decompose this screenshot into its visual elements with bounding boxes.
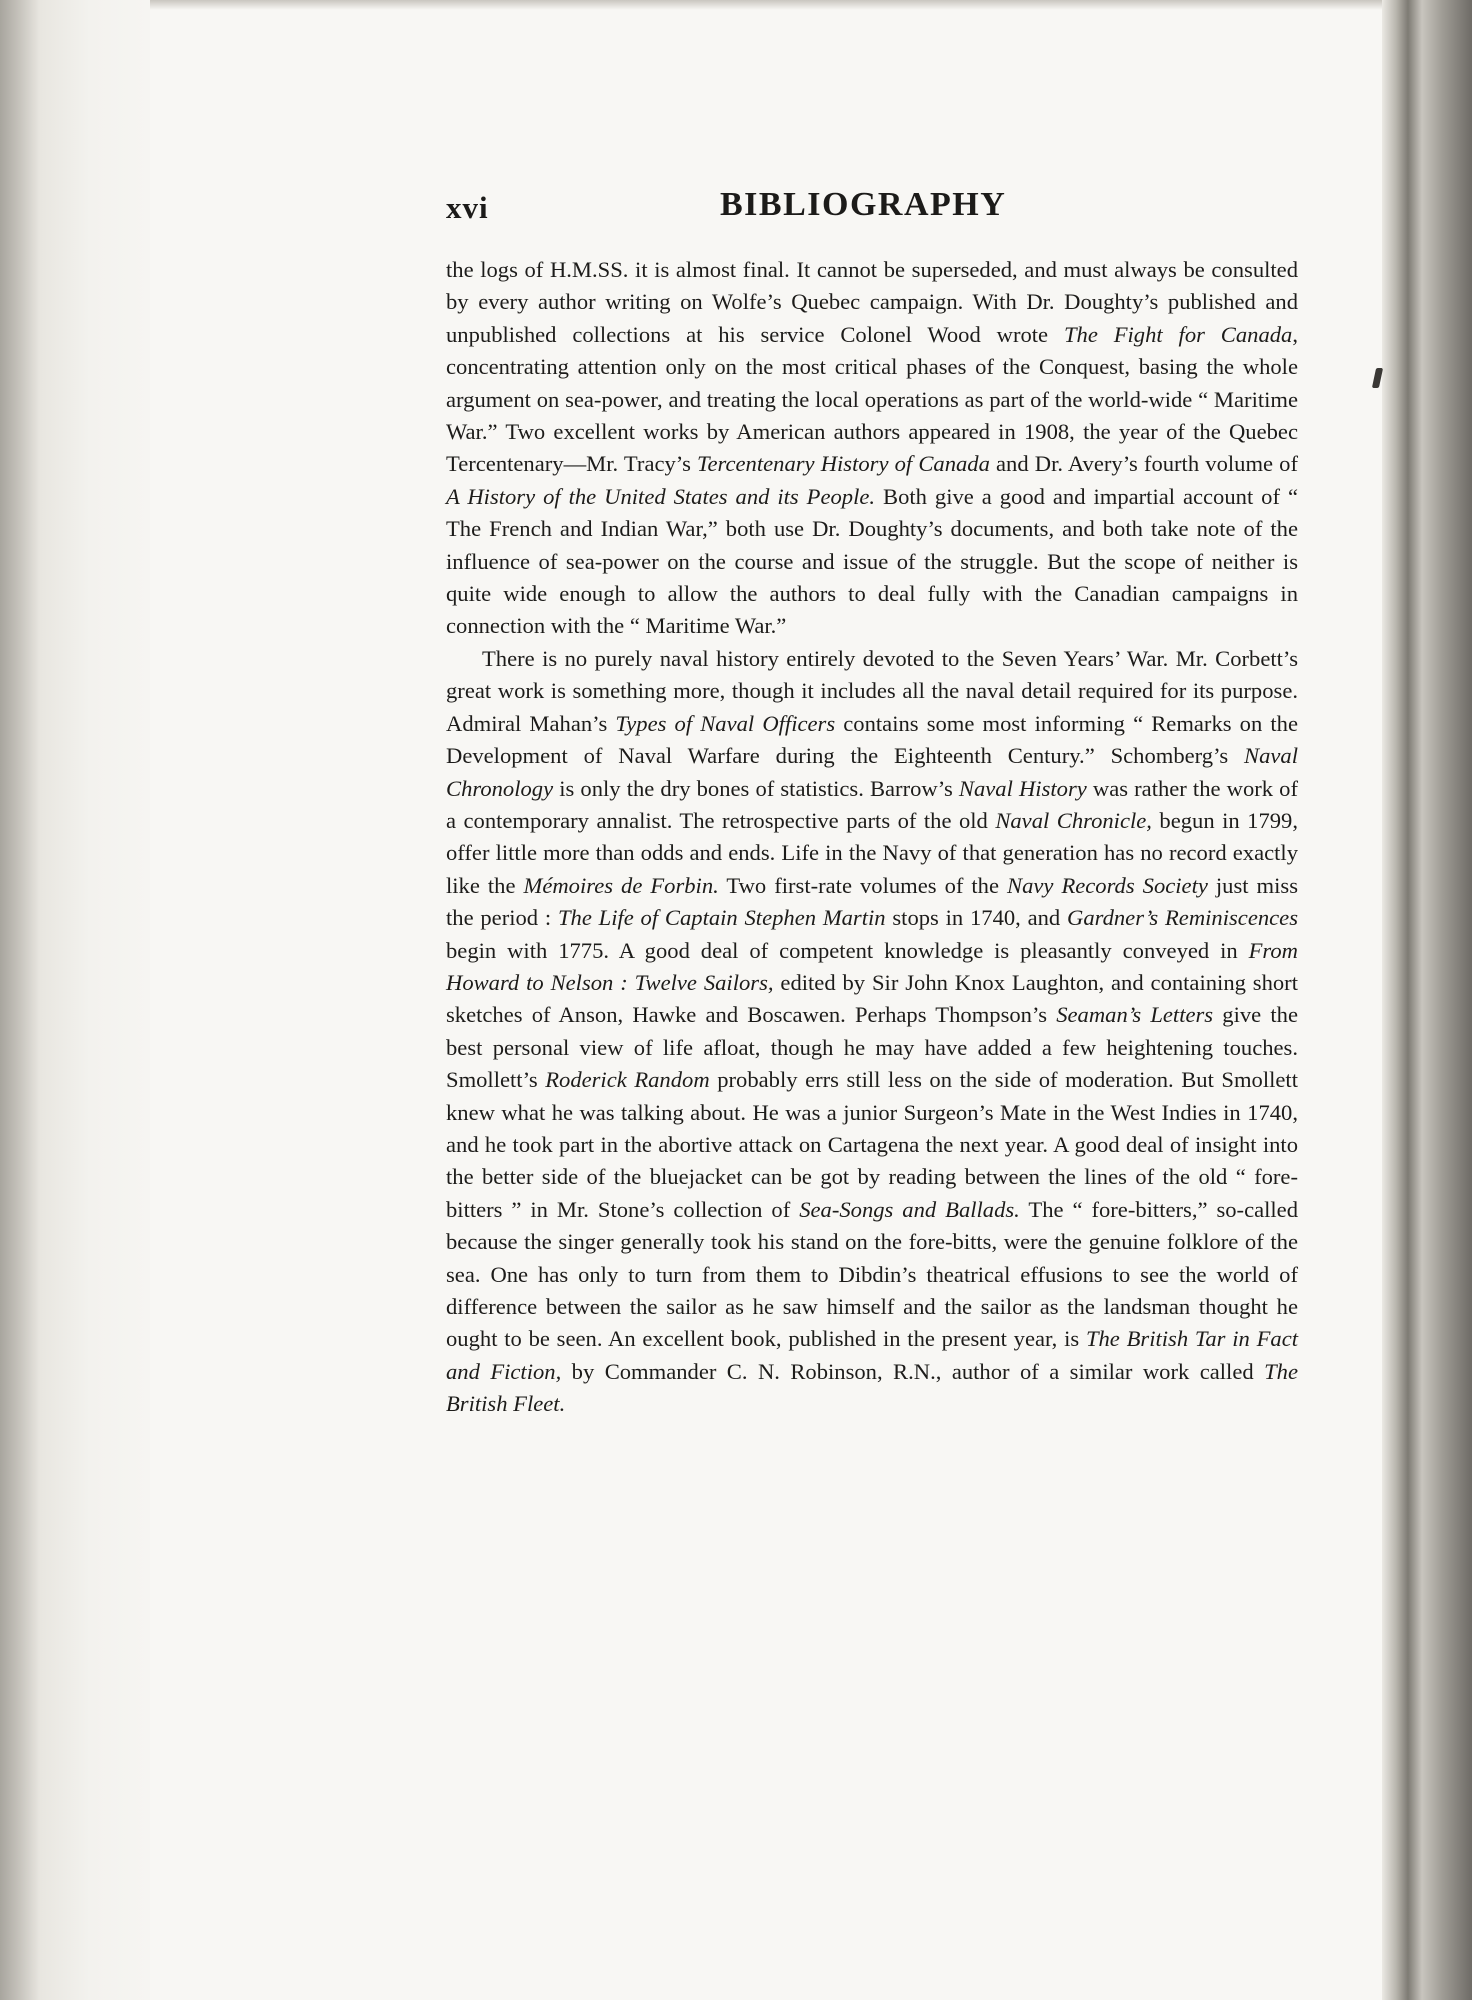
text-run: begin with 1775. A good deal of competent knowledge is pleasantly conveyed in <box>446 937 1249 963</box>
text-run: give the best personal view of life afloat, though he may have added a few heightening touches. Smollett’s <box>446 1002 1298 1093</box>
italic-title: Naval Chronicle, <box>995 807 1152 833</box>
scan-right-edge <box>1382 0 1472 2000</box>
running-title: BIBLIOGRAPHY <box>720 186 1007 223</box>
body-text <box>446 254 1298 1421</box>
text-run: was rather the work of a contemporary annalist. The retrospective parts of the old <box>446 775 1299 833</box>
text-run: edited by Sir John Knox Laughton, and containing short sketches of Anson, Hawke and Boscawen. Perhaps Thompson’s <box>446 969 1298 1028</box>
italic-title: The Fight for Canada <box>1063 321 1293 347</box>
italic-title: A History of the United States and its People. <box>446 483 876 509</box>
italic-title: Sea-Songs and Ballads. <box>799 1196 1020 1222</box>
italic-title: Seaman’s Letters <box>1056 1002 1214 1028</box>
text-run: begun in 1799, offer little more than odds and ends. Life in the Navy of that generation has no record exactly like the <box>446 807 1298 898</box>
text-run: There is no purely naval history entirely devoted to the Seven Years’ War. Mr. Corbett’s great work is something more, though it includes all the naval detail required for its purpose. Admiral Mahan’s <box>446 645 1298 736</box>
text-run: Two first-rate volumes of the <box>718 872 1008 898</box>
italic-title: Roderick Random <box>545 1067 710 1093</box>
italic-title: Naval History <box>958 775 1087 801</box>
text-run: just miss the period : <box>446 872 1298 931</box>
italic-title: The British Fleet. <box>446 1358 1298 1417</box>
text-run: stops in 1740, and <box>885 905 1067 931</box>
scan-left-margin <box>0 0 150 2000</box>
text-run: by Commander C. N. Robinson, R.N., author of a similar work called <box>561 1358 1265 1384</box>
paragraph <box>446 254 1298 643</box>
page-number: xvi <box>446 190 489 225</box>
italic-title: The British Tar in Fact and Fiction, <box>446 1326 1298 1384</box>
text-run: The “ fore-bitters,” so-called because the singer generally took his stand on the fore-bitts, were the genuine folklore of the sea. One has only to turn from them to Dibdin’s theatrical effusions to see the world of difference between the sailor as he saw himself and the sailor as the landsman thought he ought to be seen. An excellent book, published in the present year, is <box>446 1196 1299 1352</box>
page-header <box>446 180 1026 240</box>
text-run: Both give a good and impartial account of “ The French and Indian War,” both use Dr. Doughty’s documents, and both take note of the influence of sea-power on the course and issue of the struggle. But the scope of neither is quite wide enough to allow the authors to deal fully with the Canadian campaigns in connection with the “ Maritime War.” <box>446 483 1298 639</box>
text-run: and Dr. Avery’s fourth volume of <box>989 451 1298 477</box>
italic-title: Mémoires de Forbin. <box>523 872 719 898</box>
italic-title: Gardner’s Reminiscences <box>1067 905 1298 931</box>
italic-title: Navy Records Society <box>1007 872 1208 898</box>
text-run: is only the dry bones of statistics. Barrow’s <box>553 775 959 801</box>
italic-title: Types of Naval Officers <box>615 710 836 736</box>
text-run: probably errs still less on the side of moderation. But Smollett knew what he was talking about. He was a junior Surgeon’s Mate in the West Indies in 1740, and he took part in the abortive attack on Cartagena the next year. A good deal of insight into the better side of the bluejacket can be got by reading between the lines of the old “ fore-bitters ” in Mr. Stone’s collection of <box>446 1067 1298 1222</box>
text-run: the logs of H.M.SS. it is almost final. It cannot be superseded, and must always be consulted by every author writing on Wolfe’s Quebec campaign. With Dr. Doughty’s published and unpublished collections at his service Colonel Wood wrote <box>446 257 1298 347</box>
italic-title: The Life of Captain Stephen Martin <box>557 905 886 931</box>
text-run: contains some most informing “ Remarks on the Development of Naval Warfare during the Eighteenth Century.” Schomberg’s <box>446 710 1299 769</box>
italic-title: From Howard to Nelson : Twelve Sailors, <box>446 937 1298 995</box>
paragraph <box>446 643 1298 1421</box>
text-run: , concentrating attention only on the most critical phases of the Conquest, basing the whole argument on sea-power, and treating the local operations as part of the world-wide “ Maritime War.” Two excellent works by American authors appeared in 1908, the year of the Quebec Tercentenary—Mr. Tracy’s <box>446 321 1298 477</box>
italic-title: Naval Chronology <box>446 743 1298 801</box>
italic-title: Tercentenary History of Canada <box>697 451 990 477</box>
page-top-edge <box>150 0 1382 10</box>
